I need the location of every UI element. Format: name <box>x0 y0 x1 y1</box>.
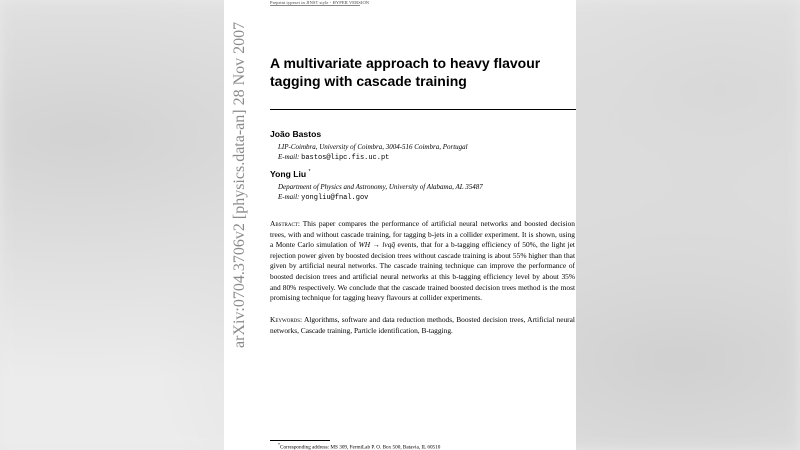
preprint-header: Preprint typeset in JINST style - HYPER VERSION <box>270 0 370 5</box>
abstract-text-part2: events, that for a b-tagging efficiency of 50%, the light jet rejection power given by boosted decision trees without cascade training is about 55% higher than that given by artificial neural networks. The cascade training technique can improve the performance of boosted decision trees and artificial neural networks at this b-tagging efficiency level by about 35% and 80% respectively. We conclude that the cascade trained boosted decision trees method is the most promising technique for tagging heavy flavours at collider experiments. <box>270 240 575 303</box>
author-affiliation: Department of Physics and Astronomy, University of Alabama, AL 35487 <box>278 183 483 191</box>
arxiv-stamp: arXiv:0704.3706v2 [physics.data-an] 28 Nov 2007 <box>231 21 248 348</box>
footnote-rule <box>270 440 330 441</box>
author-email[interactable]: yongliu@fnal.gov <box>301 194 369 203</box>
author-email-line <box>278 192 568 203</box>
author-affiliation: LIP-Coimbra, University of Coimbra, 3004-516 Coimbra, Portugal <box>278 143 468 151</box>
footnote-text: Corresponding address: MS 309, FermiLab P. O. Box 500, Batavia, IL 60510 <box>280 444 441 450</box>
abstract-text-part1: This paper compares the performance of artificial neural networks and boosted decision trees, with and without cascade training, for tagging b-jets in a collider experiment. It is shown, using a Monte Carlo simulation of <box>270 219 575 250</box>
abstract-label: Abstract: <box>270 219 300 228</box>
title-rule <box>270 109 576 110</box>
abstract <box>270 219 575 304</box>
author-name <box>270 129 321 139</box>
preprint-header-rule <box>270 5 360 6</box>
keywords-text: Algorithms, software and data reduction methods, Boosted decision trees, Artificial neural networks, Cascade training, Particle identification, B-tagging. <box>270 315 575 335</box>
author-affiliation-block <box>278 182 568 204</box>
abstract-math: WH → lνqq̄ <box>358 240 396 250</box>
author-email[interactable]: bastos@lipc.fis.uc.pt <box>301 154 390 163</box>
footnote-mark: * <box>278 442 280 447</box>
author-name-text: João Bastos <box>270 129 322 139</box>
author-email-line <box>278 152 568 163</box>
keywords <box>270 315 575 336</box>
footnote <box>278 442 568 450</box>
author-name <box>270 169 310 179</box>
author-name-text: Yong Liu <box>270 169 307 179</box>
email-label: E-mail: <box>278 193 300 202</box>
email-label: E-mail: <box>278 153 300 162</box>
author-affiliation-block <box>278 142 568 164</box>
paper-title: A multivariate approach to heavy flavour tagging with cascade training <box>270 55 541 89</box>
keywords-label: Keywords: <box>270 315 303 324</box>
footnote-marker[interactable]: * <box>308 169 311 176</box>
paper-page <box>224 0 576 450</box>
